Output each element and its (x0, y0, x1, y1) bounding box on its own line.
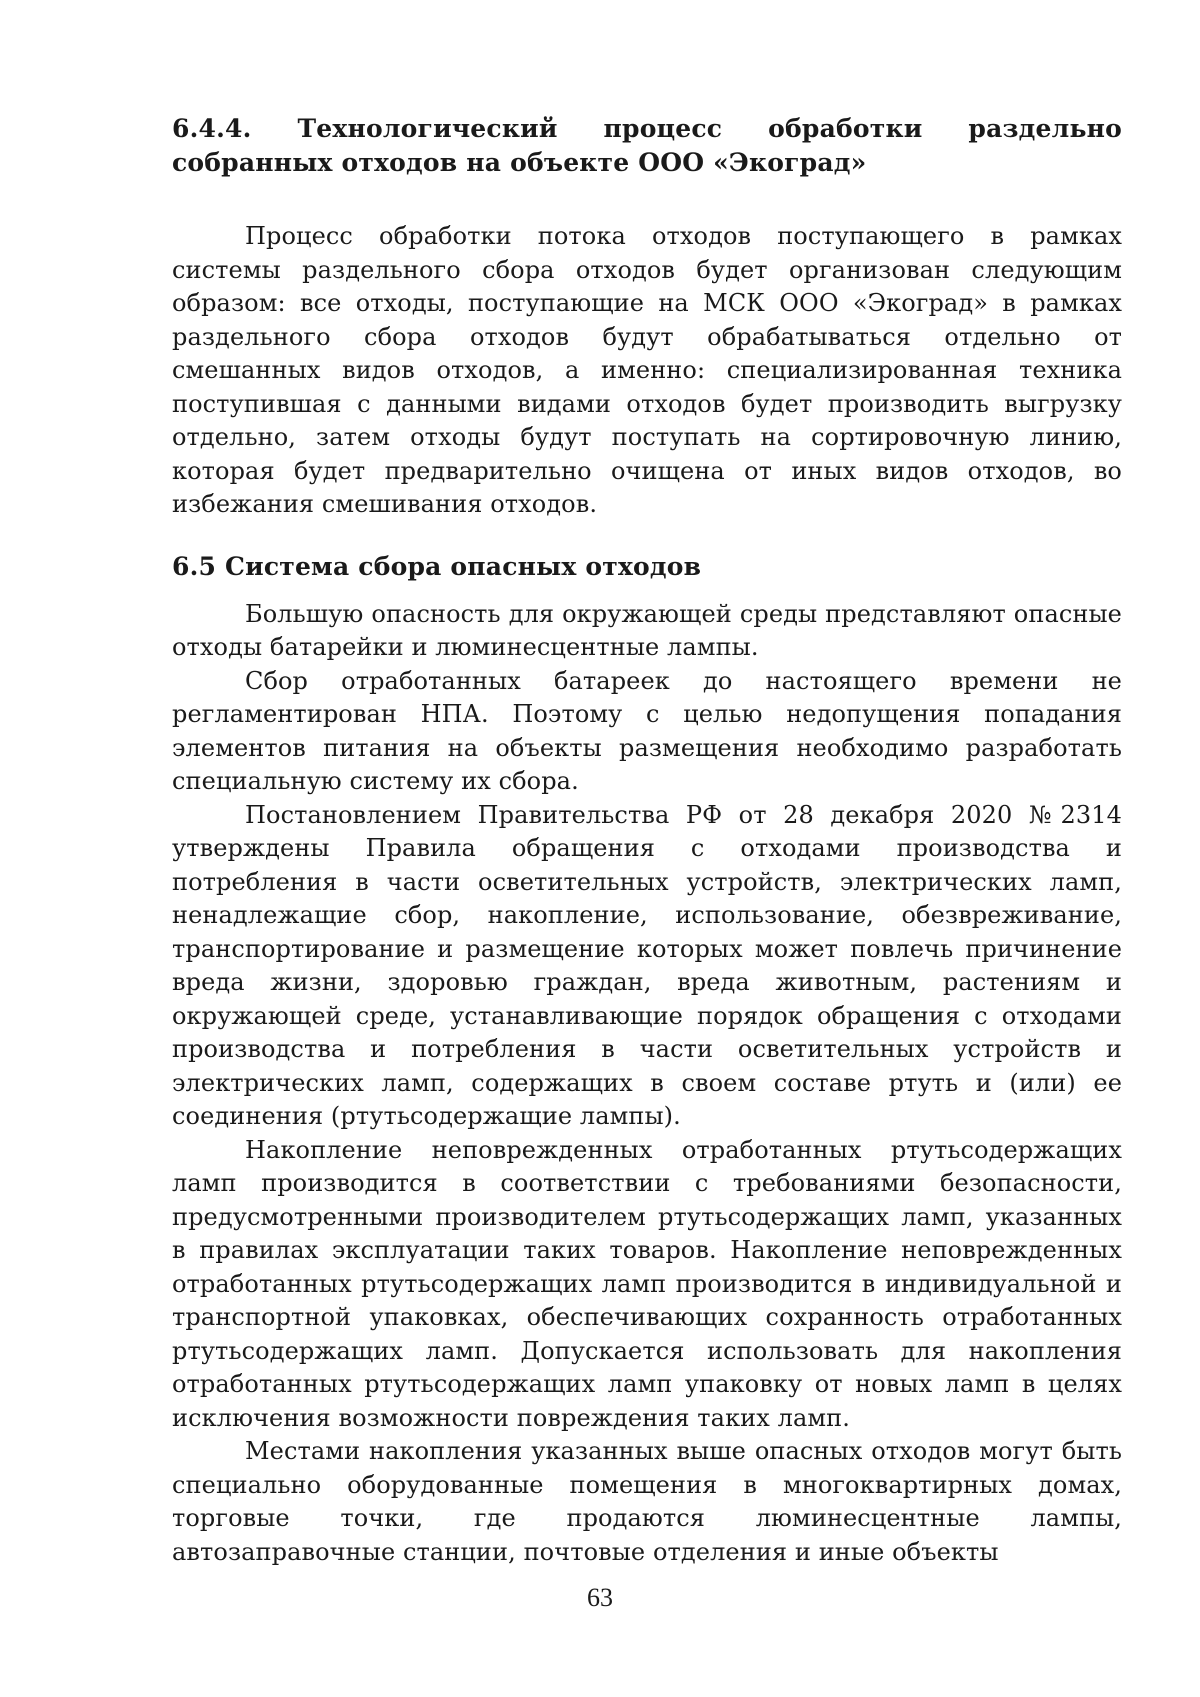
page-content (172, 112, 1122, 1569)
paragraph: Накопление неповрежденных отработанных ртутьсодержащих ламп производится в соответствии с требованиями безопасности, предусмотренными производителем ртутьсодержащих ламп, указанных в правилах эксплуатации таких товаров. Накопление неповрежденных отработанных ртутьсодержащих ламп производится в индивидуальной и транспортной упаковках, обеспечивающих сохранность отработанных ртутьсодержащих ламп. Допускается использовать для накопления отработанных ртутьсодержащих ламп упаковку от новых ламп в целях исключения возможности повреждения таких ламп. (172, 1135, 1122, 1432)
page-number: 63 (587, 1583, 613, 1612)
paragraph: Сбор отработанных батареек до настоящего времени не регламентирован НПА. Поэтому с целью недопущения попадания элементов питания на объекты размещения необходимо разработать специальную систему их сбора. (172, 666, 1122, 795)
paragraph: Местами накопления указанных выше опасных отходов могут быть специально оборудованные помещения в многоквартирных домах, торговые точки, где продаются люминесцентные лампы, автозаправочные станции, почтовые отделения и иные объекты (172, 1437, 1122, 1566)
paragraph: Постановлением Правительства РФ от 28 декабря 2020 №2314 утверждены Правила обращения с отходами производства и потребления в части осветительных устройств, электрических ламп, ненадлежащие сбор, накопление, использование, обезвреживание, транспортирование и размещение которых может повлечь причинение вреда жизни, здоровью граждан, вреда животным, растениям и окружающей среде, устанавливающие порядок обращения с отходами производства и потребления в части осветительных устройств и электрических ламп, содержащих в своем составе ртуть и (или) ее соединения (ртутьсодержащие лампы). (172, 800, 1122, 1130)
paragraph: Процесс обработки потока отходов поступающего в рамках системы раздельного сбора отходов будет организован следующим образом: все отходы, поступающие на МСК ООО «Экоград» в рамках раздельного сбора отходов будут обрабатываться отдельно от смешанных видов отходов, а именно: специализированная техника поступившая с данными видами отходов будет производить выгрузку отдельно, затем отходы будут поступать на сортировочную линию, которая будет предварительно очищена от иных видов отходов, во избежания смешивания отходов. (172, 222, 1122, 518)
section-heading-6-5: 6.5 Система сбора опасных отходов (172, 551, 702, 581)
section-heading-6-4-4: 6.4.4. Технологический процесс обработки раздельно собранных отходов на объекте ООО «Экоград» (172, 114, 1122, 177)
paragraph: Большую опасность для окружающей среды представляют опасные отходы батарейки и люминесцентные лампы. (172, 599, 1122, 661)
